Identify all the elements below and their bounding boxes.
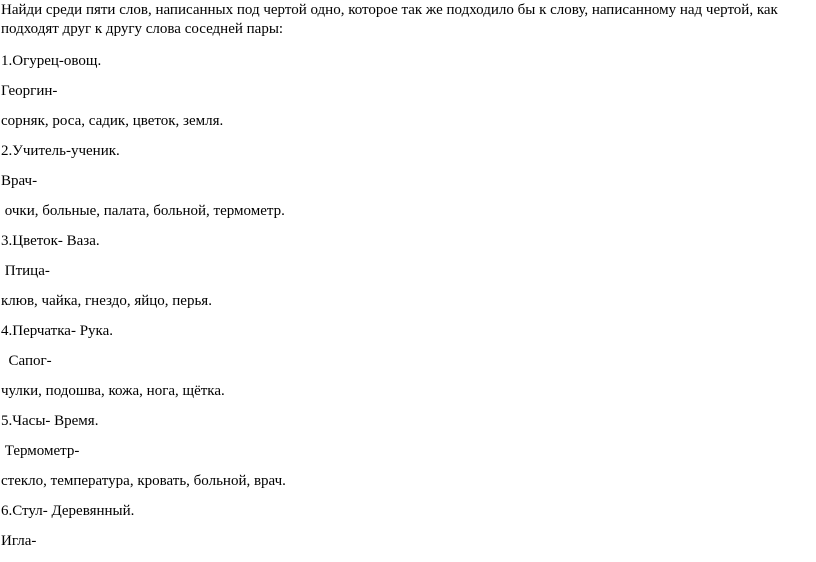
pair-3-example: 3.Цветок- Ваза.: [1, 233, 100, 249]
task-instruction: Найди среди пяти слов, написанных под чертой одно, которое так же подходило бы к слову, написанному над чертой, как подходят друг к другу слова соседней пары:: [1, 2, 778, 37]
pair-2-example: 2.Учитель-ученик.: [1, 143, 120, 159]
pair-3-options: клюв, чайка, гнездо, яйцо, перья.: [1, 293, 212, 309]
pair-3-question: Птица-: [1, 263, 50, 279]
pair-4-options: чулки, подошва, кожа, нога, щётка.: [1, 383, 225, 399]
pair-4-question: Сапог-: [1, 353, 52, 369]
pair-4-example: 4.Перчатка- Рука.: [1, 323, 114, 339]
pair-2-options: очки, больные, палата, больной, термометр.: [1, 203, 285, 219]
pair-6-example: 6.Стул- Деревянный.: [1, 503, 135, 519]
pair-5-question: Термометр-: [1, 443, 80, 459]
pair-1-example: 1.Огурец-овощ.: [1, 53, 102, 69]
pair-5-options: стекло, температура, кровать, больной, врач.: [1, 473, 286, 489]
pair-1-options: сорняк, роса, садик, цветок, земля.: [1, 113, 224, 129]
pair-2-question: Врач-: [1, 173, 38, 189]
pair-1-question: Георгин-: [1, 83, 58, 99]
pair-5-example: 5.Часы- Время.: [1, 413, 99, 429]
pair-6-question: Игла-: [1, 533, 37, 549]
